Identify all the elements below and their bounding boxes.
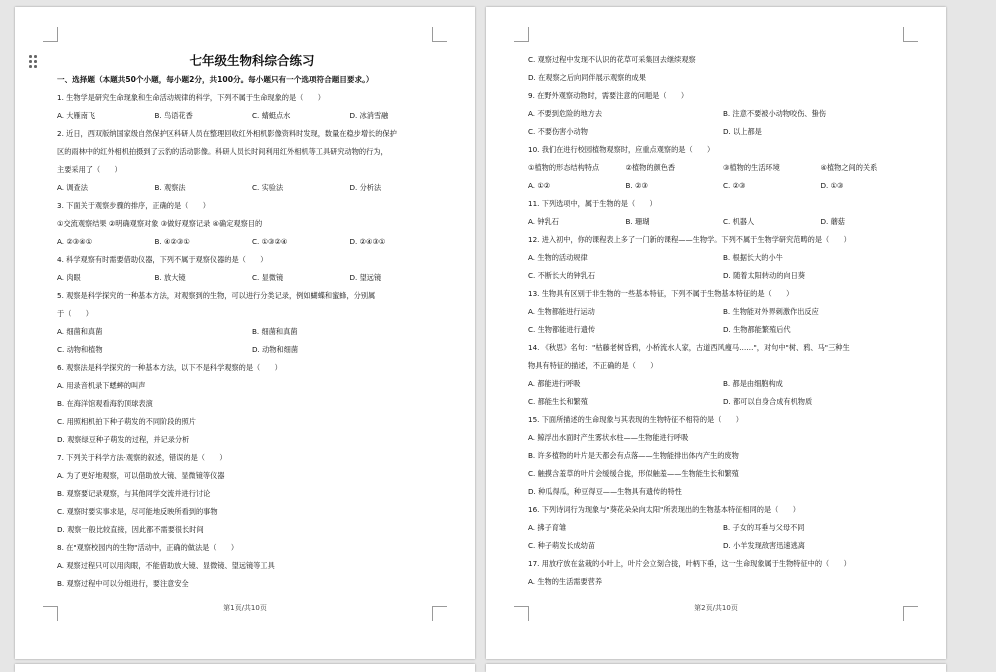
text-line: 主要采用了（ ） bbox=[57, 165, 122, 174]
text-line: ①交流观察结果 ②明确观察对象 ③做好观察记录 ④确定观察目的 bbox=[57, 219, 263, 228]
option-text: ③植物的生活环境 bbox=[723, 163, 780, 172]
option-text: C. 机器人 bbox=[723, 217, 755, 226]
text-line: 13. 生物具有区别于非生物的一些基本特征，下列不属于生物基本特征的是（ ） bbox=[528, 289, 794, 298]
option-text: B. 根据长大的小牛 bbox=[723, 253, 783, 262]
option-text: ②植物的颜色香 bbox=[625, 163, 676, 172]
options-row bbox=[528, 303, 918, 321]
option-text: D. 小羊发现敌害迅速逃离 bbox=[723, 541, 805, 550]
question-list bbox=[57, 89, 447, 593]
option-text: ①植物的形态结构特点 bbox=[528, 163, 600, 172]
text-line: 14. 《秋思》名句："枯藤老树昏鸦，小桥流水人家，古道西风瘦马……"，对句中"树、鸦、马"三种生 bbox=[528, 343, 850, 352]
option-text: B. 观察法 bbox=[154, 183, 186, 192]
option-text: B. 注意不要被小动物咬伤、蛰伤 bbox=[723, 109, 826, 118]
option-text: D. 分析法 bbox=[349, 183, 382, 192]
text-line: B. 观察过程中可以分组进行，要注意安全 bbox=[57, 579, 189, 588]
option-text: B. ④②③① bbox=[154, 237, 190, 246]
options-row bbox=[528, 375, 918, 393]
option-text: C. 种子萌发长成幼苗 bbox=[528, 541, 596, 550]
text-line: D. 在观察之后向同伴展示观察的成果 bbox=[528, 73, 646, 82]
option-text: B. 鸟语花香 bbox=[154, 111, 193, 120]
next-page-edge bbox=[15, 664, 475, 672]
document-page-1 bbox=[15, 7, 475, 659]
options-row bbox=[57, 269, 447, 287]
text-line: C. 用照相机拍下种子萌发的不同阶段的照片 bbox=[57, 417, 196, 426]
option-text: B. 子女的耳垂与父母不同 bbox=[723, 523, 805, 532]
option-text: D. 冰消雪融 bbox=[349, 111, 389, 120]
option-text: D. ②④③① bbox=[349, 237, 386, 246]
page-corner-mark bbox=[43, 27, 58, 42]
page-corner-mark bbox=[903, 27, 918, 42]
option-text: C. 显微镜 bbox=[252, 273, 284, 282]
text-line: 16. 下列诗词行为现象与"葵花朵朵向太阳"所表现出的生物基本特征相同的是（ ） bbox=[528, 505, 800, 514]
option-text: D. 动物和细菌 bbox=[252, 345, 299, 354]
options-row bbox=[57, 323, 447, 341]
options-row bbox=[528, 105, 918, 123]
options-row bbox=[528, 519, 918, 537]
text-line: 4. 科学观察有时需要借助仪器，下列不属于观察仪器的是（ ） bbox=[57, 255, 268, 264]
option-text: B. 放大镜 bbox=[154, 273, 186, 282]
page-content bbox=[528, 51, 918, 591]
text-line: 2. 近日，西双版纳国家级自然保护区科研人员在整理回收红外相机影像资料时发现，数量在稳步增长的保护 bbox=[57, 129, 397, 138]
text-line: 17. 用放疗放在盆栽的小叶上，叶片会立刻合拢，叶柄下垂，这一生命现象属于生物特征中的（ ） bbox=[528, 559, 851, 568]
option-text: A. 生物的活动规律 bbox=[528, 253, 588, 262]
text-line: C. 观察时要实事求是，尽可能地反映所看到的事物 bbox=[57, 507, 218, 516]
option-text: D. 随着太阳转动的向日葵 bbox=[723, 271, 805, 280]
option-text: A. 钟乳石 bbox=[528, 217, 559, 226]
options-row bbox=[57, 233, 447, 251]
text-line: D. 种瓜得瓜，种豆得豆——生物具有遗传的特性 bbox=[528, 487, 682, 496]
document-page-2 bbox=[486, 7, 946, 659]
text-line: A. 鲸浮出水面时产生雾状水柱——生物能进行呼吸 bbox=[528, 433, 689, 442]
options-row bbox=[528, 321, 918, 339]
option-text: C. 实验法 bbox=[252, 183, 284, 192]
option-text: C. 动物和植物 bbox=[57, 345, 103, 354]
option-text: A. 细菌和真菌 bbox=[57, 327, 103, 336]
option-text: B. 生物能对外界刺激作出反应 bbox=[723, 307, 819, 316]
text-line: 区的雨林中的红外相机拍摄到了云豹的活动影像。科研人员长时间利用红外相机等工具研究动物的行为， bbox=[57, 147, 388, 156]
option-text: D. 蘑菇 bbox=[820, 217, 845, 226]
options-row bbox=[528, 267, 918, 285]
text-line: 12. 进入初中，你的课程表上多了一门新的课程——生物学。下列不属于生物学研究范畴的是（ ） bbox=[528, 235, 851, 244]
option-text: C. 蜻蜓点水 bbox=[252, 111, 291, 120]
options-row bbox=[528, 249, 918, 267]
text-line: 7. 下列关于科学方法·观察的叙述，错误的是（ ） bbox=[57, 453, 227, 462]
page-footer: 第1页/共10页 bbox=[223, 604, 267, 612]
text-line: 10. 我们在进行校园植物观察时，应重点观察的是（ ） bbox=[528, 145, 715, 154]
text-line: 11. 下列选项中，属于生物的是（ ） bbox=[528, 199, 657, 208]
option-text: A. 肉眼 bbox=[57, 273, 81, 282]
option-text: D. 以上都是 bbox=[723, 127, 762, 136]
option-text: B. 细菌和真菌 bbox=[252, 327, 298, 336]
option-text: C. 不断长大的钟乳石 bbox=[528, 271, 596, 280]
options-row bbox=[528, 393, 918, 411]
text-line: 15. 下面所描述的生命现象与其表现的生物特征不相符的是（ ） bbox=[528, 415, 743, 424]
option-text: A. 不要到危险的地方去 bbox=[528, 109, 603, 118]
text-line: B. 在海洋馆观看海豹顶球表演 bbox=[57, 399, 153, 408]
text-line: A. 生物的生活需要营养 bbox=[528, 577, 603, 586]
text-line: 1. 生物学是研究生命现象和生命活动规律的科学，下列不属于生命现象的是（ ） bbox=[57, 93, 325, 102]
options-row bbox=[528, 213, 918, 231]
option-text: C. ②③ bbox=[723, 181, 746, 190]
option-text: B. ②③ bbox=[625, 181, 648, 190]
page-content bbox=[57, 45, 447, 593]
option-text: A. 都能进行呼吸 bbox=[528, 379, 581, 388]
option-text: A. ①② bbox=[528, 181, 551, 190]
option-text: ④植物之间的关系 bbox=[820, 163, 878, 172]
option-text: C. 都能生长和繁殖 bbox=[528, 397, 588, 406]
text-line: A. 用录音机录下蟋蟀的叫声 bbox=[57, 381, 146, 390]
text-line: B. 观察要记录观察，与其他同学交流并进行讨论 bbox=[57, 489, 211, 498]
text-line: C. 观察过程中发现不认识的花草可采集回去继续观察 bbox=[528, 55, 696, 64]
text-line: D. 观察一般比较直接，因此都不需要很长时间 bbox=[57, 525, 204, 534]
next-page-edge bbox=[486, 664, 946, 672]
option-text: C. 生物都能进行遗传 bbox=[528, 325, 596, 334]
text-line: 物具有特征的描述，不正确的是（ ） bbox=[528, 361, 658, 370]
option-text: B. 都是由细胞构成 bbox=[723, 379, 783, 388]
option-text: D. 望远镜 bbox=[349, 273, 382, 282]
option-text: A. 大雁南飞 bbox=[57, 111, 96, 120]
options-row bbox=[57, 341, 447, 359]
option-text: B. 珊瑚 bbox=[625, 217, 650, 226]
document-title: 七年级生物科综合练习 bbox=[189, 53, 315, 68]
option-text: A. ②③④① bbox=[57, 237, 93, 246]
option-text: A. 拂子育雏 bbox=[528, 523, 567, 532]
options-row bbox=[528, 177, 918, 195]
text-line: C. 触摸含羞草的叶片会缓缓合拢，形似触羞——生物能生长和繁殖 bbox=[528, 469, 739, 478]
text-line: 6. 观察法是科学探究的一种基本方法，以下不是科学观察的是（ ） bbox=[57, 363, 282, 372]
options-row bbox=[57, 179, 447, 197]
option-text: D. ①③ bbox=[820, 181, 844, 190]
options-row bbox=[528, 159, 918, 177]
option-text: A. 生物都能进行运动 bbox=[528, 307, 595, 316]
text-line: 5. 观察是科学探究的一种基本方法，对观察到的生物，可以进行分类记录，例如蝴蝶和蜜蜂，分别属 bbox=[57, 291, 376, 300]
text-line: A. 观察过程只可以用肉眼，不能借助放大镜、显微镜、望远镜等工具 bbox=[57, 561, 275, 570]
question-list bbox=[528, 51, 918, 591]
page-corner-mark bbox=[514, 27, 529, 42]
text-line: 9. 在野外观察动物时，需要注意的问题是（ ） bbox=[528, 91, 689, 100]
option-text: C. ①③②④ bbox=[252, 237, 288, 246]
options-row bbox=[57, 107, 447, 125]
option-text: A. 调查法 bbox=[57, 183, 88, 192]
page-footer: 第2页/共10页 bbox=[694, 604, 738, 612]
option-text: C. 不要伤害小动物 bbox=[528, 127, 588, 136]
text-line: 8. 在"观察校园内的生物"活动中，正确的做法是（ ） bbox=[57, 543, 239, 552]
option-text: D. 生物都能繁殖后代 bbox=[723, 325, 791, 334]
options-row bbox=[528, 537, 918, 555]
text-line: 于（ ） bbox=[57, 309, 93, 318]
text-line: D. 观察绿豆种子萌发的过程，并记录分析 bbox=[57, 435, 190, 444]
text-line: 3. 下面关于观察步骤的排序，正确的是（ ） bbox=[57, 201, 210, 210]
drag-handle-icon[interactable] bbox=[29, 55, 37, 69]
text-line: A. 为了更好地观察，可以借助放大镜、显微镜等仪器 bbox=[57, 471, 225, 480]
page-corner-mark bbox=[432, 27, 447, 42]
text-line: B. 许多植物的叶片是天都会有点落——生物能排出体内产生的废物 bbox=[528, 451, 739, 460]
options-row bbox=[528, 123, 918, 141]
option-text: D. 都可以自身合成有机物质 bbox=[723, 397, 813, 406]
section-heading: 一、选择题（本题共50个小题，每小题2分，共100分。每小题只有一个选项符合题目要求。） bbox=[57, 75, 374, 84]
